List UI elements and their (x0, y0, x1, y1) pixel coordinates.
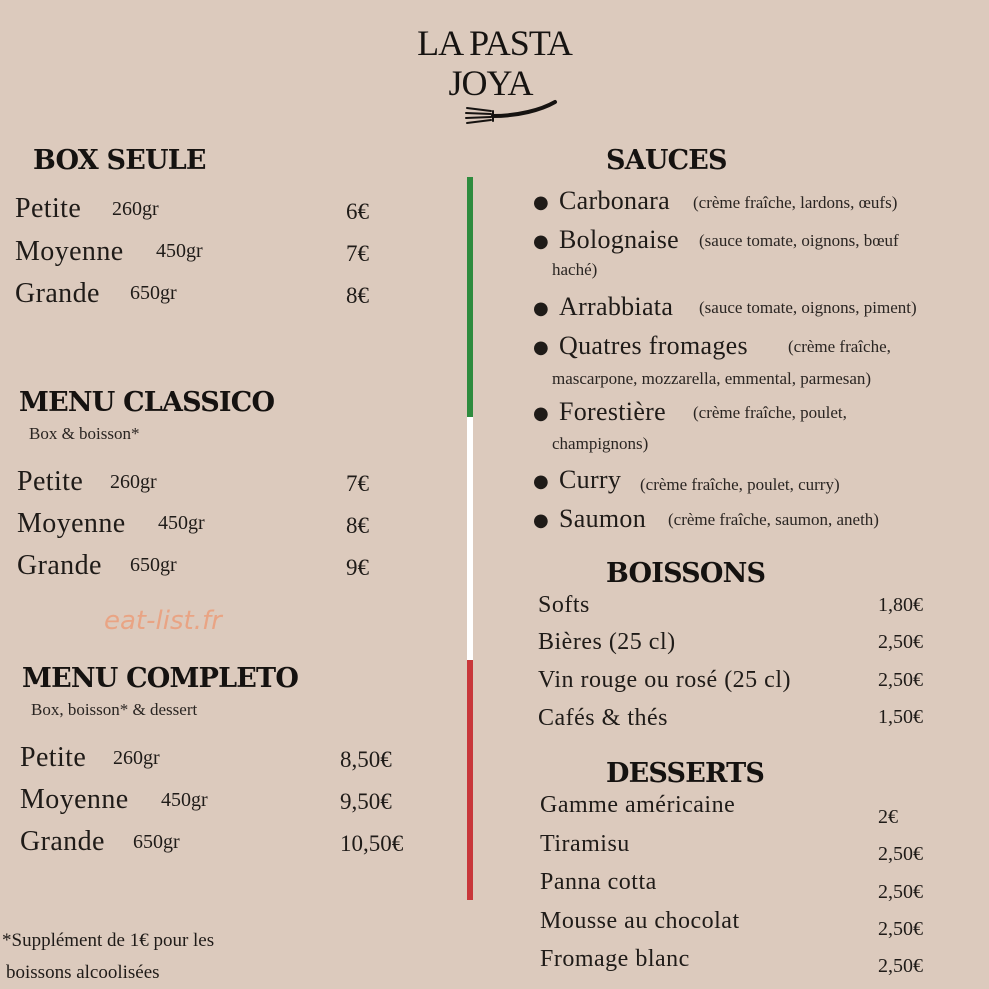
fork-icon (463, 98, 559, 128)
sauce-description-cont: haché) (552, 260, 598, 279)
boissons-title: BOISSONS (606, 558, 766, 589)
flag-divider-white (467, 417, 473, 660)
size-name: Grande (17, 550, 102, 581)
size-price: 9€ (346, 555, 369, 580)
drink-name: Vin rouge ou rosé (25 cl) (538, 667, 791, 693)
drink-name: Cafés & thés (538, 705, 668, 731)
size-name: Petite (20, 742, 87, 773)
sauce-description: (crème fraîche, poulet, curry) (640, 475, 840, 494)
bullet-icon: ● (533, 471, 549, 492)
sauce-name: Bolognaise (559, 225, 679, 254)
size-weight: 450gr (158, 512, 205, 534)
footnote-line-1: *Supplément de 1€ pour les (2, 930, 215, 951)
dessert-name: Mousse au chocolat (540, 908, 740, 934)
drink-price: 1,50€ (878, 706, 923, 728)
drink-name: Softs (538, 592, 590, 618)
size-price: 7€ (346, 241, 369, 266)
menu-classico-subtitle: Box & boisson* (29, 424, 140, 443)
size-weight: 260gr (112, 198, 159, 220)
size-name: Petite (15, 193, 82, 224)
size-price: 10,50€ (340, 831, 404, 856)
size-weight: 450gr (161, 789, 208, 811)
sauce-description: (crème fraîche, saumon, aneth) (668, 510, 879, 529)
sauce-description: (crème fraîche, lardons, œufs) (693, 193, 898, 212)
size-name: Grande (20, 826, 105, 857)
sauce-name: Forestière (559, 397, 666, 426)
sauce-name: Saumon (559, 504, 647, 533)
dessert-name: Fromage blanc (540, 946, 690, 972)
size-name: Moyenne (17, 508, 126, 539)
menu-completo-subtitle: Box, boisson* & dessert (31, 700, 198, 719)
dessert-name: Panna cotta (540, 869, 657, 895)
size-price: 9,50€ (340, 789, 392, 814)
size-weight: 260gr (113, 747, 160, 769)
sauce-description: (crème fraîche, (788, 337, 891, 356)
bullet-icon: ● (533, 510, 549, 531)
dessert-price: 2,50€ (878, 843, 923, 865)
sauce-description-cont: champignons) (552, 434, 649, 453)
size-price: 6€ (346, 199, 369, 224)
drink-price: 1,80€ (878, 594, 923, 616)
desserts-title: DESSERTS (606, 758, 765, 789)
flag-divider-green (467, 177, 473, 417)
watermark: eat-list.fr (104, 606, 222, 636)
sauce-name: Arrabbiata (559, 292, 674, 321)
bullet-icon: ● (533, 298, 549, 319)
size-price: 8,50€ (340, 747, 392, 772)
sauce-description: (crème fraîche, poulet, (693, 403, 847, 422)
sauce-description: (sauce tomate, oignons, piment) (699, 298, 917, 317)
size-name: Moyenne (20, 784, 129, 815)
size-weight: 650gr (130, 282, 177, 304)
size-weight: 650gr (130, 554, 177, 576)
sauce-name: Carbonara (559, 186, 670, 215)
dessert-price: 2,50€ (878, 955, 923, 977)
size-weight: 450gr (156, 240, 203, 262)
dessert-price: 2€ (878, 806, 898, 828)
size-name: Petite (17, 466, 84, 497)
size-weight: 260gr (110, 471, 157, 493)
bullet-icon: ● (533, 337, 549, 358)
dessert-price: 2,50€ (878, 918, 923, 940)
menu-completo-title: MENU COMPLETO (22, 663, 299, 694)
menu-classico-title: MENU CLASSICO (19, 387, 275, 418)
bullet-icon: ● (533, 192, 549, 213)
dessert-name: Gamme américaine (540, 792, 736, 818)
size-name: Moyenne (15, 236, 124, 267)
size-name: Grande (15, 278, 100, 309)
size-price: 7€ (346, 471, 369, 496)
sauce-name: Quatres fromages (559, 331, 748, 360)
dessert-price: 2,50€ (878, 881, 923, 903)
sauce-description-cont: mascarpone, mozzarella, emmental, parmesan) (552, 369, 872, 388)
sauces-title: SAUCES (606, 145, 727, 176)
drink-price: 2,50€ (878, 669, 923, 691)
bullet-icon: ● (533, 403, 549, 424)
sauce-description: (sauce tomate, oignons, bœuf (699, 231, 899, 250)
dessert-name: Tiramisu (540, 831, 630, 857)
size-weight: 650gr (133, 831, 180, 853)
footnote-line-2: boissons alcoolisées (6, 962, 160, 983)
bullet-icon: ● (533, 231, 549, 252)
logo-line-1: LA PASTA (417, 23, 572, 63)
drink-price: 2,50€ (878, 631, 923, 653)
sauce-name: Curry (559, 465, 622, 494)
size-price: 8€ (346, 513, 369, 538)
box-seule-title: BOX SEULE (33, 145, 206, 176)
drink-name: Bières (25 cl) (538, 629, 676, 655)
logo-line-2: JOYA (448, 63, 533, 103)
size-price: 8€ (346, 283, 369, 308)
flag-divider-red (467, 660, 473, 900)
